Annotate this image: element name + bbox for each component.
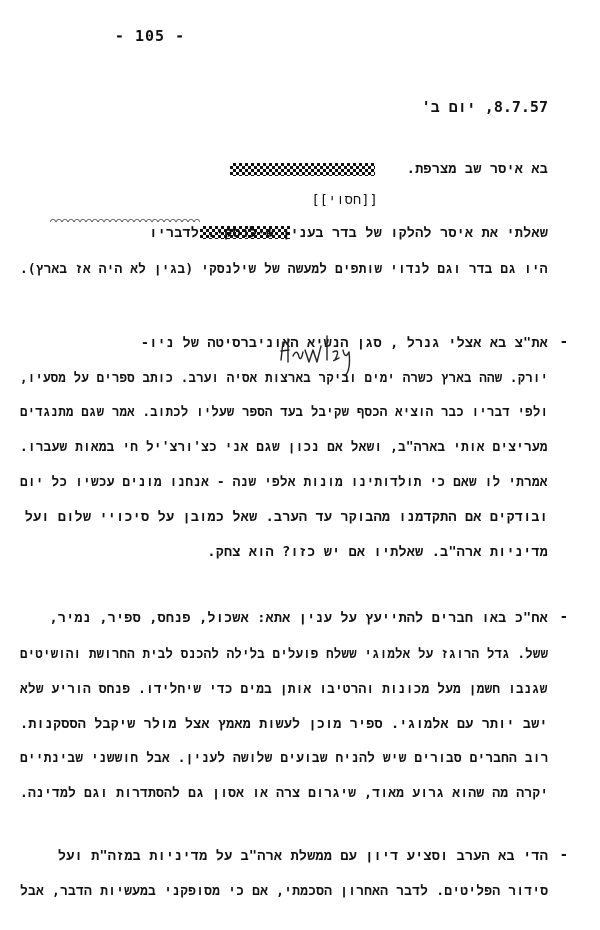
diary-line: יקרה מה שהוא גרוע מאוד, שיגרום צרה או אסון גם להסתדרות וגם למדינה. <box>19 785 548 801</box>
redaction-underline <box>50 216 200 222</box>
diary-line: אמרתי לו שאם כי תולדותינו מונות אלפי שנה - אנחנו מונים עכשיו כל יום <box>20 474 548 490</box>
diary-line: מעריצים אותי בארה"ב, ושאל אם נכון שגם אני כצ'ורצ'יל חי במאות שעברו. <box>20 439 548 455</box>
diary-line: ששל. גדל הרוגז על אלמוגי ששלח פועלים בלילה להכנס לבית החרושת והושיטים <box>19 646 548 662</box>
paragraph-dash: - <box>559 609 568 625</box>
diary-line: את"צ בא אצלי גנרל , סגן הנשיא האוניברסיטה של ניו- <box>140 335 548 351</box>
page-number: - 105 - <box>114 27 186 45</box>
paragraph-dash: - <box>559 334 568 350</box>
diary-line: יורק. שהה בארץ כשרה ימים וביקר בארצות אסיה וערב. כותב ספרים על מסעיו, <box>19 370 548 386</box>
missing-text-marker: [[חסוי]] <box>311 192 378 208</box>
diary-line: אח"כ באו חברים להתייעץ על ענין אתא: אשכול, פנחס, ספיר, נמיר, <box>49 610 548 626</box>
diary-line: ישב יותר עם אלמוגי. ספיר מוכן לעשות מאמץ אצל מולר שיקבל הססקנות. <box>20 716 548 732</box>
diary-line: סידור הפליטים. לדבר האחרון הסכמתי, אם כי מסופקני במעשיות הדבר, אבל <box>19 883 548 899</box>
diary-line: ובודקים אם התקדמנו מהבוקר עד הערב. שאל כמובן על סיכויי שלום ועל <box>24 509 548 525</box>
paragraph-dash: - <box>559 847 568 863</box>
diary-line: שגנבו חשמן מעל מכונות והרטיבו אותן במים כדי שיחלידו. פנחס הוריע שלא <box>20 681 548 697</box>
diary-line: שאלתי את איסר להלקו של בדר בענין שילנסקי. לדבריו <box>149 225 548 241</box>
diary-line: מדיניות ארה"ב. שאלתיו אם יש כזו? הוא צחק. <box>207 544 548 560</box>
diary-line: הדי בא הערב וסציע דיון עם ממשלת ארה"ב על מדיניות במזה"ת ועל <box>57 848 548 864</box>
redaction-block <box>230 163 375 176</box>
diary-line: היו גם בדר וגם לנדוי שותפים למעשה של שילנסקי (בגין לא היה אז בארץ). <box>20 261 548 277</box>
diary-line: רוב החברים סבורים שיש להניח שבועים שלושה לענין. אבל חוששני שבינתיים <box>19 750 548 766</box>
date-line: 8.7.57, יום ב' <box>421 98 548 116</box>
diary-line: בא איסר שב מצרפת. <box>406 161 548 177</box>
diary-line: ולפי דבריו כבר הוציא הכסף שקיבל בעד הספר שעליו לכתוב. אמר שגם מתנגדים <box>19 404 548 420</box>
